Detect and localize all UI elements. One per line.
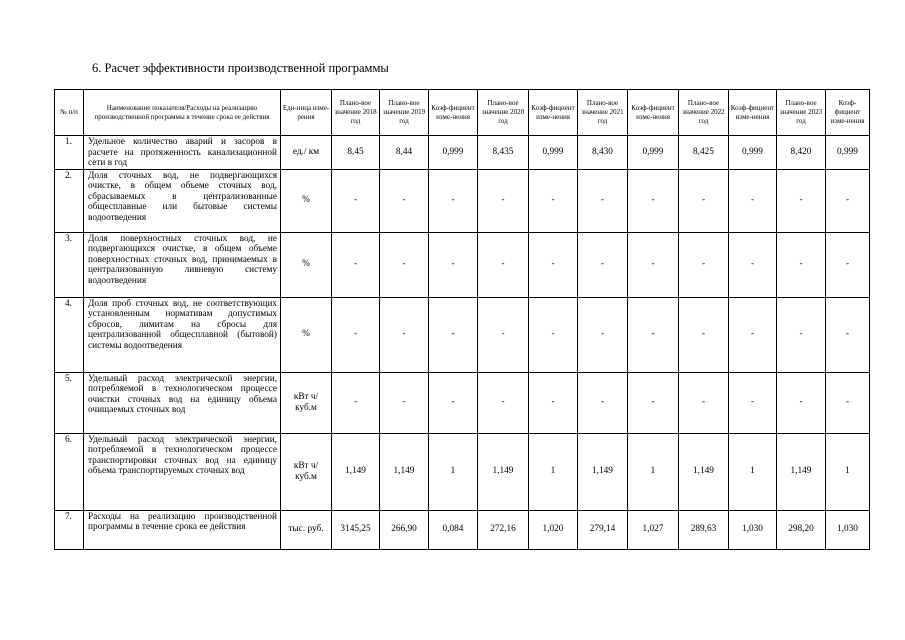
value-cell: 0,999 [628,136,679,170]
table-row [55,169,870,232]
unit-cell: % [281,297,332,372]
value-cell: 8,430 [578,136,628,170]
value-cell: 1,149 [478,433,529,510]
indicator-name: Доля поверхностных сточных вод, не подвергающихся очистке, в общем объеме поверхностных сточных вод, принимаемых в централизованную ливневую систему водоотведения [84,232,281,297]
column-header: Плано-вое значение 2018 год [332,90,380,136]
value-cell: - [478,297,529,372]
value-cell: 1 [826,433,870,510]
value-cell: - [380,232,429,297]
column-header: № п/п [55,90,84,136]
column-header: Коэф-фициент изме-нения [529,90,578,136]
row-number: 1. [55,136,84,170]
value-cell: - [332,169,380,232]
value-cell: - [729,232,777,297]
value-cell: - [628,232,679,297]
value-cell: - [380,169,429,232]
value-cell: - [478,169,529,232]
value-cell: - [628,169,679,232]
unit-cell: % [281,169,332,232]
row-number: 4. [55,297,84,372]
column-header: Плано-вое значение 2022 год [679,90,729,136]
value-cell: 8,45 [332,136,380,170]
page-title: 6. Расчет эффективности производственной программы [92,61,389,75]
value-cell: - [679,297,729,372]
efficiency-table [54,89,870,550]
value-cell: - [628,297,679,372]
value-cell: - [578,232,628,297]
value-cell: - [332,232,380,297]
table-row [55,136,870,170]
value-cell: - [628,372,679,433]
table-row [55,297,870,372]
value-cell: - [332,372,380,433]
value-cell: 272,16 [478,510,529,549]
value-cell: - [729,372,777,433]
value-cell: - [529,372,578,433]
indicator-name: Удельный расход электрической энергии, потребляемой в технологическом процессе очистки сточных вод на единицу объема очищаемых сточных вод [84,372,281,433]
unit-cell: тыс. руб. [281,510,332,549]
value-cell: - [578,372,628,433]
value-cell: - [777,232,826,297]
value-cell: 1 [529,433,578,510]
value-cell: 0,999 [826,136,870,170]
value-cell: 1 [729,433,777,510]
value-cell: 279,14 [578,510,628,549]
value-cell: 1,149 [332,433,380,510]
row-number: 7. [55,510,84,549]
value-cell: - [826,372,870,433]
value-cell: 3145,25 [332,510,380,549]
value-cell: 289,63 [679,510,729,549]
value-cell: - [777,169,826,232]
row-number: 2. [55,169,84,232]
value-cell: - [529,232,578,297]
column-header: Еди-ница изме-рения [281,90,332,136]
value-cell: 1,149 [777,433,826,510]
value-cell: 0,999 [729,136,777,170]
column-header: Коэф-фициент изме-нения [429,90,478,136]
value-cell: - [578,297,628,372]
value-cell: 0,999 [529,136,578,170]
row-number: 6. [55,433,84,510]
value-cell: 0,084 [429,510,478,549]
value-cell: - [679,232,729,297]
value-cell: - [529,169,578,232]
value-cell: 1 [429,433,478,510]
indicator-name: Доля сточных вод, не подвергающихся очистке, в общем объеме сточных вод, сбрасываемых в централизованные общесплавные или бытовые системы водоотведения [84,169,281,232]
table-row [55,510,870,549]
value-cell: 1,149 [380,433,429,510]
column-header: Наименование показателя/Расходы на реализацию производственной программы в течение срока ее действия [84,90,281,136]
value-cell: - [380,297,429,372]
column-header: Плано-вое значение 2019 год [380,90,429,136]
value-cell: 266,90 [380,510,429,549]
value-cell: - [332,297,380,372]
value-cell: 1,149 [679,433,729,510]
value-cell: - [429,169,478,232]
value-cell: - [478,372,529,433]
indicator-name: Удельный расход электрической энергии, потребляемой в технологическом процессе транспортировки сточных вод на единицу объема транспортируемых сточных вод [84,433,281,510]
indicator-name: Расходы на реализацию производственной программы в течение срока ее действия [84,510,281,549]
value-cell: 1 [628,433,679,510]
value-cell: 1,030 [826,510,870,549]
unit-cell: кВт ч/куб.м [281,433,332,510]
value-cell: - [777,372,826,433]
value-cell: - [429,297,478,372]
value-cell: 1,030 [729,510,777,549]
column-header: Коэф-фициент изме-нения [628,90,679,136]
value-cell: - [729,297,777,372]
value-cell: 0,999 [429,136,478,170]
value-cell: - [826,297,870,372]
value-cell: 8,420 [777,136,826,170]
column-header: Плано-вое значение 2023 год [777,90,826,136]
value-cell: - [429,232,478,297]
value-cell: 8,435 [478,136,529,170]
value-cell: - [429,372,478,433]
value-cell: - [679,372,729,433]
table-row [55,433,870,510]
value-cell: 298,20 [777,510,826,549]
unit-cell: ед./ км [281,136,332,170]
column-header: Коэф-фициент изме-нения [826,90,870,136]
row-number: 5. [55,372,84,433]
value-cell: - [826,232,870,297]
indicator-name: Удельное количество аварий и засоров в расчете на протяженность канализационной сети в год [84,136,281,170]
unit-cell: % [281,232,332,297]
value-cell: 1,149 [578,433,628,510]
row-number: 3. [55,232,84,297]
value-cell: - [529,297,578,372]
column-header: Плано-вое значение 2021 год [578,90,628,136]
value-cell: 1,020 [529,510,578,549]
value-cell: - [478,232,529,297]
value-cell: 8,425 [679,136,729,170]
value-cell: - [826,169,870,232]
value-cell: - [729,169,777,232]
value-cell: - [578,169,628,232]
table-row [55,232,870,297]
column-header: Плано-вое значение 2020 год [478,90,529,136]
table-row [55,372,870,433]
table-header-row [55,90,870,136]
value-cell: 1,027 [628,510,679,549]
value-cell: - [777,297,826,372]
value-cell: 8,44 [380,136,429,170]
value-cell: - [679,169,729,232]
indicator-name: Доля проб сточных вод, не соответствующих установленным нормативам допустимых сбросов, лимитам на сбросы для централизованной общесплавной (бытовой) системы водоотведения [84,297,281,372]
value-cell: - [380,372,429,433]
column-header: Коэф-фициент изме-нения [729,90,777,136]
unit-cell: кВт ч/куб.м [281,372,332,433]
